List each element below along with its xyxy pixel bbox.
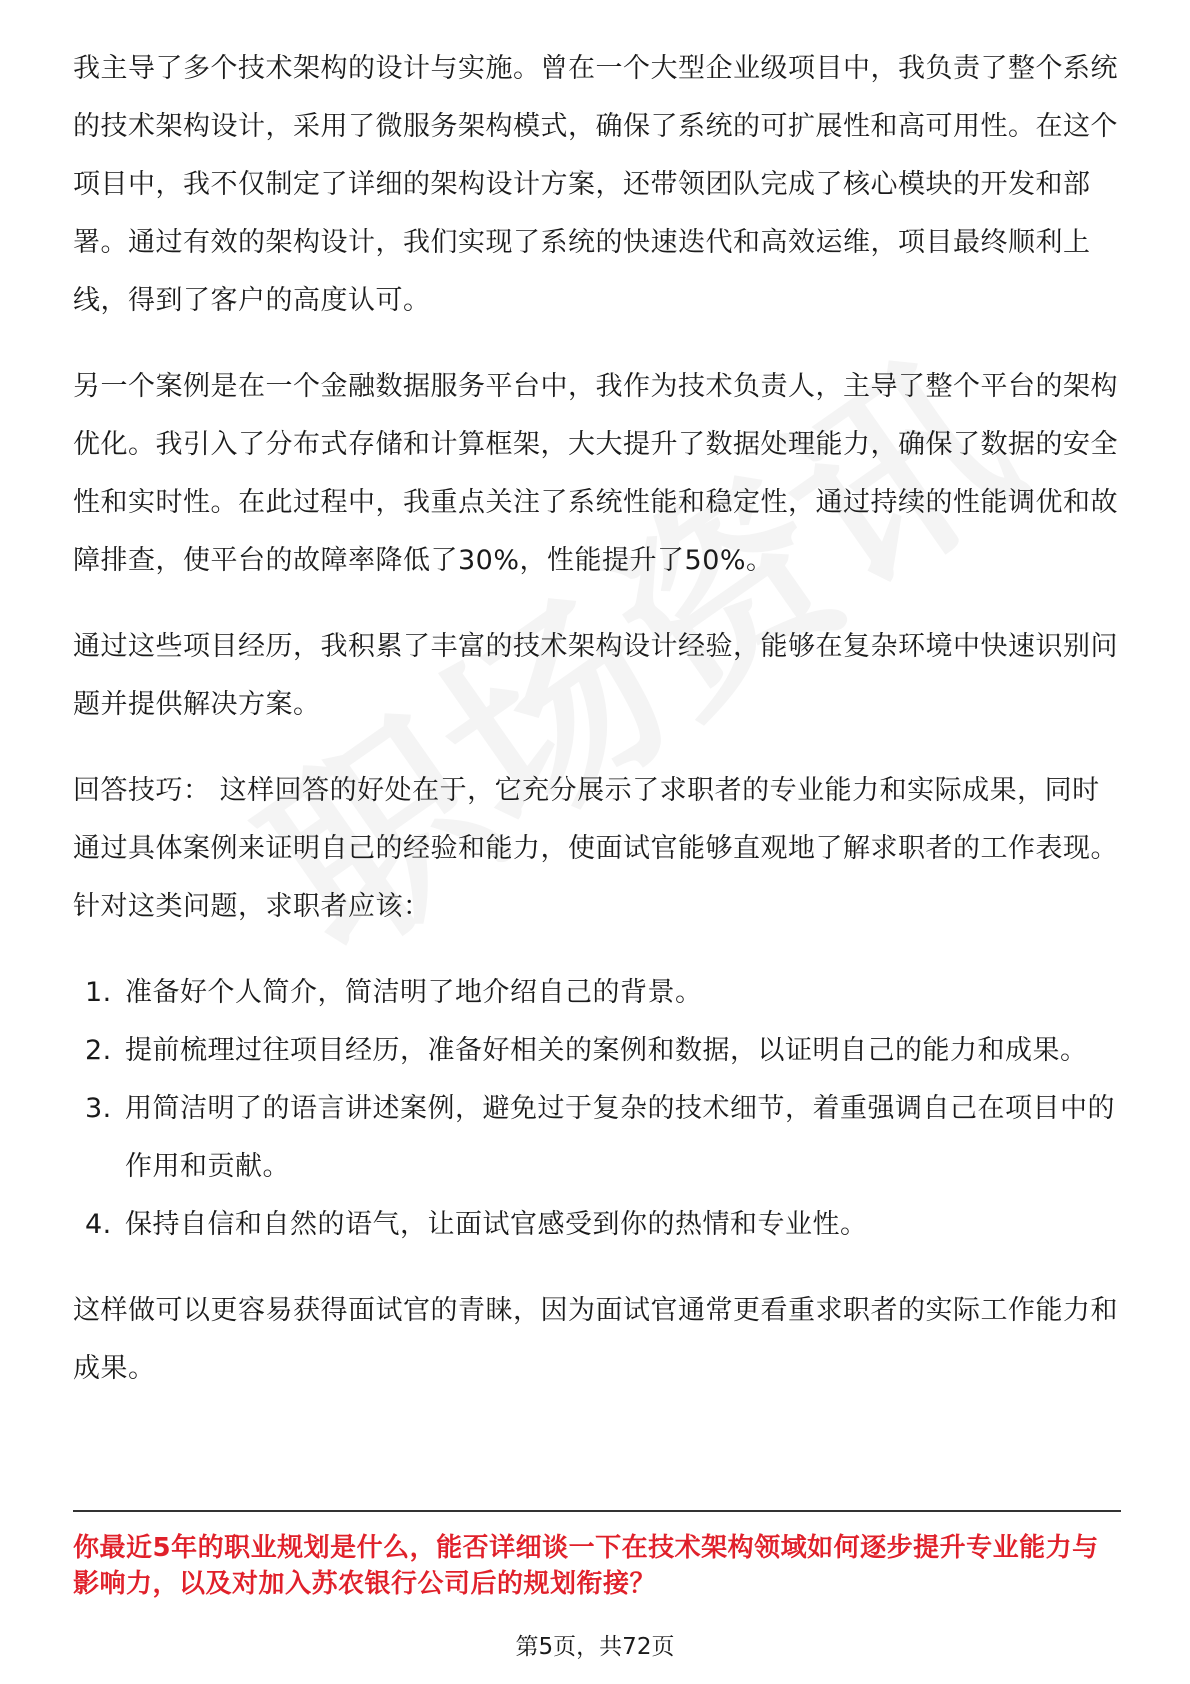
list-item (73, 1080, 1121, 1196)
list-item (73, 964, 1121, 1022)
list-item-text: 用简洁明了的语言讲述案例，避免过于复杂的技术细节，着重强调自己在项目中的作用和贡献。 (125, 1093, 1115, 1182)
paragraph-summary: 通过这些项目经历，我积累了丰富的技术架构设计经验，能够在复杂环境中快速识别问题并提供解决方案。 (73, 631, 1118, 720)
paragraph-finance-platform: 另一个案例是在一个金融数据服务平台中，我作为技术负责人，主导了整个平台的架构优化。我引入了分布式存储和计算框架，大大提升了数据处理能力，确保了数据的安全性和实时性。在此过程中，我重点关注了系统性能和稳定性，通过持续的性能调优和故障排查，使平台的故障率降低了30%，性能提升了50%。 (73, 371, 1118, 576)
tips-list (73, 964, 1121, 1254)
section-divider (73, 1510, 1121, 1512)
list-item (73, 1022, 1121, 1080)
list-item-number: 1. (85, 977, 112, 1008)
list-item (73, 1196, 1121, 1254)
list-item-text: 保持自信和自然的语气，让面试官感受到你的热情和专业性。 (125, 1209, 868, 1240)
page-number: 第5页，共72页 (515, 1634, 675, 1660)
answer-body (73, 40, 1121, 1426)
next-question-heading: 你最近5年的职业规划是什么，能否详细谈一下在技术架构领域如何逐步提升专业能力与影响力，以及对加入苏农银行公司后的规划衔接？ (73, 1533, 1099, 1599)
paragraph-closing: 这样做可以更容易获得面试官的青睐，因为面试官通常更看重求职者的实际工作能力和成果。 (73, 1295, 1118, 1384)
list-item-number: 2. (85, 1035, 112, 1066)
list-item-text: 提前梳理过往项目经历，准备好相关的案例和数据，以证明自己的能力和成果。 (125, 1035, 1088, 1066)
list-item-number: 4. (85, 1209, 112, 1240)
paragraph-architecture-project: 我主导了多个技术架构的设计与实施。曾在一个大型企业级项目中，我负责了整个系统的技术架构设计，采用了微服务架构模式，确保了系统的可扩展性和高可用性。在这个项目中，我不仅制定了详细的架构设计方案，还带领团队完成了核心模块的开发和部署。通过有效的架构设计，我们实现了系统的快速迭代和高效运维，项目最终顺利上线，得到了客户的高度认可。 (73, 53, 1118, 316)
list-item-text: 准备好个人简介，简洁明了地介绍自己的背景。 (125, 977, 703, 1008)
paragraph-answer-tips: 回答技巧： 这样回答的好处在于，它充分展示了求职者的专业能力和实际成果，同时通过具体案例来证明自己的经验和能力，使面试官能够直观地了解求职者的工作表现。针对这类问题，求职者应该： (73, 775, 1118, 922)
list-item-number: 3. (85, 1093, 112, 1124)
